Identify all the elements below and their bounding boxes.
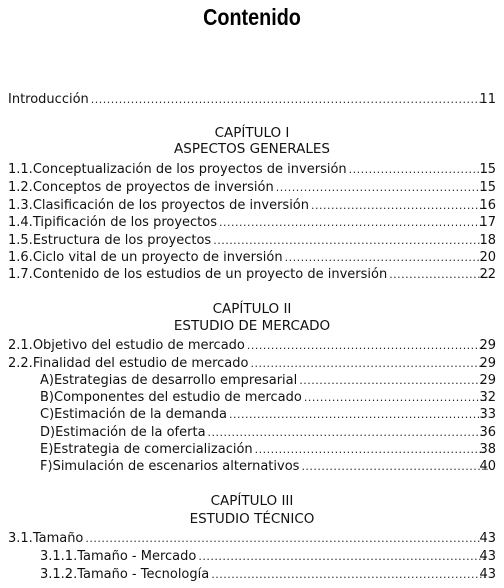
chapter-heading: CAPÍTULO II [212, 301, 292, 317]
toc-entry-page: 17 [479, 215, 496, 230]
toc-entry-number: 1.2. [8, 180, 33, 195]
toc-entry-number: 1.1. [8, 162, 33, 177]
toc-entry-page: 43 [479, 531, 496, 546]
leader-dots [349, 161, 489, 178]
toc-entry-label: Tamaño [32, 531, 84, 546]
leader-dots [389, 266, 490, 283]
toc-entry-label: Clasificación de los proyectos de inversión [32, 198, 309, 213]
leader-dots [229, 406, 486, 423]
toc-entry-page: 18 [479, 233, 496, 248]
toc-entry-label: Estructura de los proyectos [32, 233, 212, 248]
toc-entry-page: 33 [479, 407, 496, 422]
leader-dots [85, 530, 482, 547]
toc-subentry [40, 406, 496, 423]
toc-entry-label: Tipificación de los proyectos [32, 215, 217, 230]
leader-dots [211, 566, 485, 583]
toc-entry-label: Conceptos de proyectos de inversión [32, 180, 274, 195]
toc-entry-page: 43 [479, 549, 496, 564]
toc-entry-number: 1.4. [8, 215, 33, 230]
toc-entry-number: E) [40, 442, 54, 457]
toc-entry-page: 29 [479, 373, 496, 388]
toc-entry [8, 249, 496, 266]
toc-entry-page: 15 [479, 180, 496, 195]
toc-entry [8, 179, 496, 196]
toc-entry-page: 32 [479, 390, 496, 405]
toc-entry-number: A) [40, 373, 54, 388]
toc-entry-label: Estimación de la demanda [54, 407, 227, 422]
toc-entry-number: 1.5. [8, 233, 33, 248]
toc-subentry [40, 424, 496, 441]
toc-entry-label: Componentes del estudio de mercado [54, 390, 302, 405]
toc-entry-number: 2.1. [8, 338, 33, 353]
leader-dots [255, 441, 487, 458]
toc-entry-number: 1.6. [8, 250, 33, 265]
leader-dots [198, 548, 485, 565]
leader-dots [208, 424, 486, 441]
toc-entry-label: Estimación de la oferta [55, 425, 206, 440]
leader-dots [250, 355, 486, 372]
chapter-subheading: ASPECTOS GENERALES [174, 141, 330, 157]
toc-entry-page: 15 [479, 162, 496, 177]
toc-entry-label: Objetivo del estudio de mercado [32, 338, 245, 353]
leader-dots [285, 249, 488, 266]
toc-entry-label: Finalidad del estudio de mercado [32, 356, 249, 371]
toc-entry-page: 11 [479, 92, 496, 107]
toc-entry-label: Ciclo vital de un proyecto de inversión [32, 250, 283, 265]
toc-entry-page: 29 [479, 338, 496, 353]
toc-entry-page: 40 [479, 459, 496, 474]
toc-entry-page: 38 [479, 442, 496, 457]
toc-entry-number: D) [40, 425, 56, 440]
toc-entry-page: 22 [479, 267, 496, 282]
toc-entry-introduction [8, 91, 496, 108]
toc-entry-label: Introducción [8, 92, 89, 107]
toc-entry-page: 29 [479, 356, 496, 371]
leader-dots [311, 197, 488, 214]
toc-subentry [40, 441, 496, 458]
toc-entry-label: Simulación de escenarios alternativos [52, 459, 300, 474]
toc-entry-number: F) [40, 459, 53, 474]
toc-entry-number: 3.1.2. [40, 567, 78, 582]
toc-subentry [40, 566, 496, 583]
toc-subentry [40, 548, 496, 565]
toc-entry [8, 161, 496, 178]
leader-dots [304, 389, 488, 406]
toc-entry-number: 2.2. [8, 356, 33, 371]
toc-entry [8, 266, 496, 283]
toc-entry-page: 36 [479, 425, 496, 440]
toc-entry [8, 530, 496, 547]
page-title: Contenido [203, 4, 301, 30]
toc-entry-label: Estrategia de comercialización [53, 442, 253, 457]
toc-entry [8, 214, 496, 231]
chapter-heading: CAPÍTULO III [210, 493, 294, 509]
toc-subentry [40, 389, 496, 406]
leader-dots [213, 232, 485, 249]
leader-dots [219, 214, 486, 231]
toc-subentry [40, 458, 496, 475]
toc-entry-number: 1.7. [8, 267, 33, 282]
toc-entry-page: 20 [479, 250, 496, 265]
leader-dots [299, 372, 488, 389]
leader-dots [247, 337, 487, 354]
toc-entry-label: Estrategias de desarrollo empresarial [53, 373, 298, 388]
toc-entry-page: 43 [479, 567, 496, 582]
chapter-heading: CAPÍTULO I [214, 125, 290, 141]
chapter-subheading: ESTUDIO DE MERCADO [173, 318, 331, 334]
toc-entry-label: Tamaño - Tecnología [77, 567, 210, 582]
toc-subentry [40, 372, 496, 389]
leader-dots [91, 91, 482, 108]
toc-entry-number: 1.3. [8, 198, 33, 213]
toc-entry [8, 337, 496, 354]
leader-dots [276, 179, 487, 196]
toc-entry-label: Tamaño - Mercado [77, 549, 197, 564]
toc-entry-label: Contenido de los estudios de un proyecto de inversión [32, 267, 388, 282]
toc-entry-label: Conceptualización de los proyectos de inversión [32, 162, 347, 177]
chapter-subheading: ESTUDIO TÉCNICO [189, 511, 315, 527]
toc-entry [8, 197, 496, 214]
toc-entry [8, 232, 496, 249]
toc-entry-number: 3.1. [8, 531, 33, 546]
toc-entry [8, 355, 496, 372]
toc-entry-number: 3.1.1. [40, 549, 78, 564]
toc-entry-page: 16 [479, 198, 496, 213]
leader-dots [301, 458, 487, 475]
toc-entry-number: B) [40, 390, 54, 405]
toc-entry-number: C) [40, 407, 55, 422]
